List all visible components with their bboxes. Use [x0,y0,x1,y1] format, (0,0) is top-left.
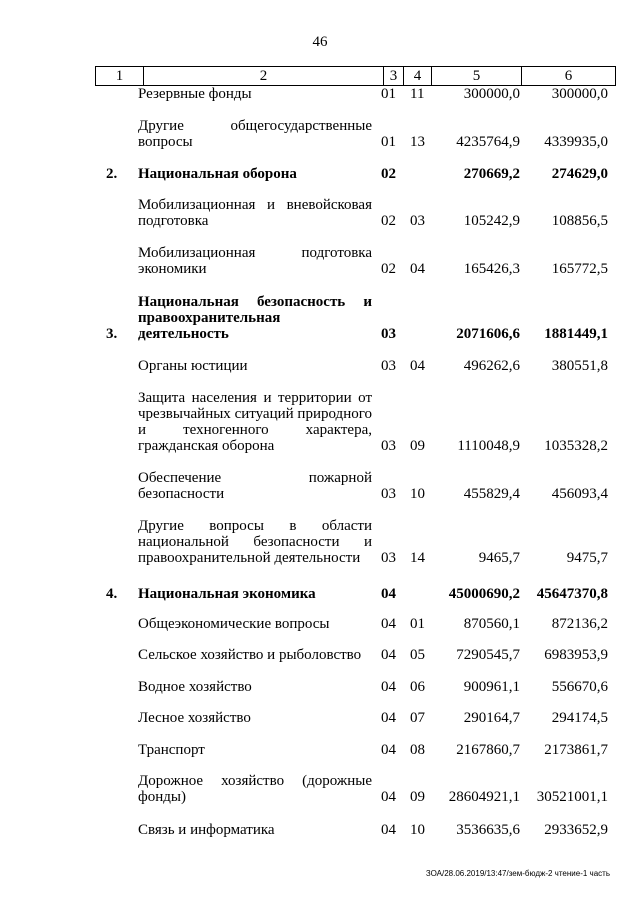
row-section-code: 01 [381,134,396,150]
row-section-code: 04 [381,789,396,805]
table-row [0,742,640,758]
table-row [0,647,640,663]
row-amount-col6: 6983953,9 [544,647,608,663]
table-row [0,390,640,454]
row-subsection-code: 05 [410,647,425,663]
row-amount-col5: 300000,0 [463,86,520,102]
table-row [0,710,640,726]
row-title: Водное хозяйство [138,679,252,695]
row-subsection-code: 10 [410,822,425,838]
row-title: Сельское хозяйство и рыболовство [138,647,362,663]
row-number: 3. [106,326,118,342]
row-amount-col5: 9465,7 [478,550,520,566]
row-amount-col5: 290164,7 [463,710,520,726]
row-section-code: 02 [381,213,396,229]
row-title: Мобилизационная и вневойсковая подготовка [138,197,372,229]
table-row [0,118,640,150]
row-amount-col5: 1110048,9 [457,438,520,454]
row-section-code: 04 [381,742,396,758]
row-amount-col6: 872136,2 [551,616,608,632]
row-title: Лесное хозяйство [138,710,251,726]
table-header [95,66,616,86]
row-subsection-code: 13 [410,134,425,150]
row-section-code: 03 [381,326,396,342]
table-row [0,773,640,805]
row-title: Защита населения и территории от чрезвычайных ситуаций природного и техногенного характера, гражданская оборона [138,390,372,454]
row-amount-col6: 9475,7 [566,550,608,566]
row-title: Общеэкономические вопросы [138,616,330,632]
table-row [0,679,640,695]
row-amount-col6: 1881449,1 [544,326,608,342]
row-section-code: 04 [381,647,396,663]
row-number: 4. [106,586,118,602]
header-col-2: 2 [144,67,384,85]
row-amount-col5: 270669,2 [463,166,520,182]
row-amount-col6: 274629,0 [551,166,608,182]
row-subsection-code: 03 [410,213,425,229]
row-amount-col5: 4235764,9 [456,134,520,150]
row-section-code: 01 [381,86,396,102]
row-subsection-code: 04 [410,358,425,374]
row-section-code: 04 [381,616,396,632]
row-subsection-code: 09 [410,438,425,454]
header-col-6: 6 [564,68,573,84]
row-amount-col6: 380551,8 [551,358,608,374]
row-subsection-code: 08 [410,742,425,758]
table-row [0,358,640,374]
row-amount-col6: 108856,5 [551,213,608,229]
row-title: Дорожное хозяйство (дорожные фонды) [138,773,372,805]
table-row [0,166,640,182]
row-section-code: 03 [381,550,396,566]
row-amount-col6: 1035328,2 [544,438,608,454]
row-subsection-code: 11 [410,86,425,102]
table-row [0,245,640,277]
row-title: Национальная экономика [138,586,316,602]
row-amount-col6: 45647370,8 [536,586,608,602]
row-amount-col5: 900961,1 [463,679,520,695]
header-col-3: 3 [384,67,404,85]
header-col-4: 4 [404,67,432,85]
row-section-code: 04 [381,679,396,695]
header-col-1: 1 [96,67,144,85]
row-amount-col6: 456093,4 [551,486,608,502]
row-title: Другие вопросы в области национальной безопасности и правоохранительной деятельности [138,518,372,566]
page-number: 46 [312,34,328,50]
row-title: Мобилизационная подготовка экономики [138,245,372,277]
row-amount-col6: 556670,6 [551,679,608,695]
row-section-code: 04 [381,822,396,838]
row-amount-col5: 455829,4 [463,486,520,502]
row-section-code: 03 [381,486,396,502]
row-title: Резервные фонды [138,86,252,102]
row-title: Обеспечение пожарной безопасности [138,470,372,502]
row-section-code: 03 [381,438,396,454]
table-row [0,616,640,632]
row-subsection-code: 06 [410,679,425,695]
table-row [0,86,640,102]
row-title: Другие общегосударственные вопросы [138,118,372,150]
row-amount-col5: 2071606,6 [456,326,520,342]
row-subsection-code: 01 [410,616,425,632]
row-amount-col5: 7290545,7 [456,647,520,663]
table-row [0,294,640,342]
row-amount-col5: 870560,1 [463,616,520,632]
row-amount-col6: 2173861,7 [544,742,608,758]
table-row [0,822,640,838]
row-subsection-code: 10 [410,486,425,502]
row-title: Транспорт [138,742,205,758]
row-amount-col5: 45000690,2 [448,586,520,602]
header-col-5: 5 [432,67,522,85]
row-subsection-code: 14 [410,550,425,566]
row-amount-col5: 496262,6 [463,358,520,374]
row-section-code: 04 [381,710,396,726]
row-amount-col6: 2933652,9 [544,822,608,838]
row-amount-col5: 3536635,6 [456,822,520,838]
row-section-code: 03 [381,358,396,374]
table-row [0,586,640,602]
row-amount-col5: 165426,3 [463,261,520,277]
table-row [0,518,640,566]
row-amount-col5: 28604921,1 [448,789,520,805]
row-subsection-code: 07 [410,710,425,726]
row-amount-col6: 30521001,1 [536,789,608,805]
row-subsection-code: 04 [410,261,425,277]
row-section-code: 02 [381,166,396,182]
row-subsection-code: 09 [410,789,425,805]
row-title: Связь и информатика [138,822,275,838]
row-section-code: 04 [381,586,396,602]
row-title: Национальная оборона [138,166,297,182]
row-title: Национальная безопасность и правоохранительная деятельность [138,294,372,342]
row-amount-col5: 2167860,7 [456,742,520,758]
row-amount-col6: 294174,5 [551,710,608,726]
row-amount-col6: 4339935,0 [544,134,608,150]
row-amount-col6: 165772,5 [551,261,608,277]
row-number: 2. [106,166,118,182]
table-row [0,197,640,229]
row-title: Органы юстиции [138,358,248,374]
row-section-code: 02 [381,261,396,277]
footer-note: ЗОА/28.06.2019/13:47/зем-бюдж-2 чтение-1 часть [425,869,610,878]
row-amount-col5: 105242,9 [463,213,520,229]
table-row [0,470,640,502]
row-amount-col6: 300000,0 [551,86,608,102]
